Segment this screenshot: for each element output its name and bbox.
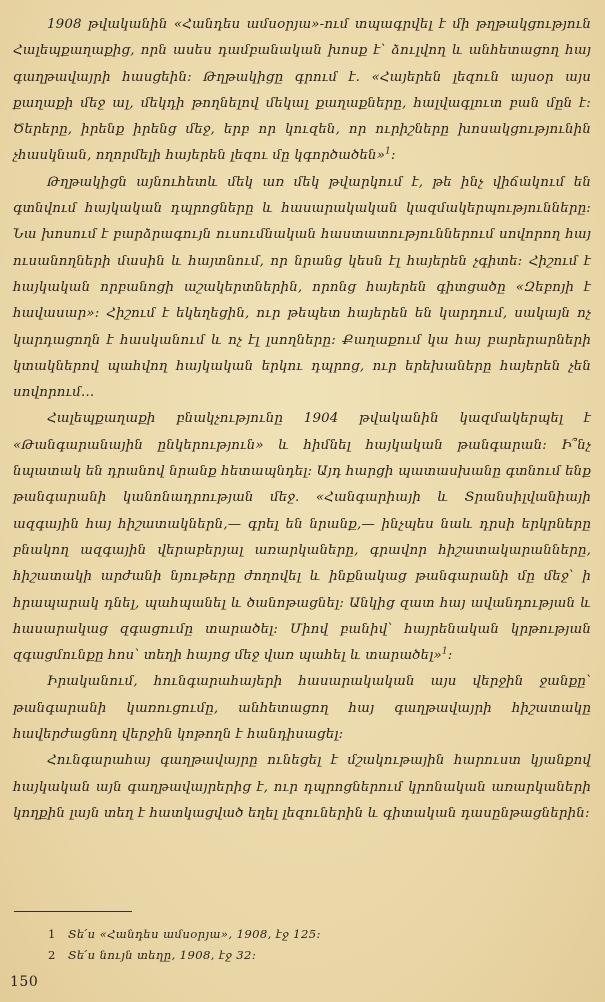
paragraph-1 — [13, 12, 591, 170]
paragraph-5-text: Հունգարահայ գաղթավայրը ունեցել է մշակութային հարուստ կյանքով հայկական այն գաղթավայրերից է, ուր դպրոցներում կրոնական առարկաների կողքին լայն տեղ է հատկացված եղել լեզուներին և գիտական դասընթացներին։ — [13, 753, 591, 821]
paragraph-2 — [13, 170, 591, 407]
footnote-1 — [48, 924, 321, 945]
footnote-2-number: 2 — [48, 948, 56, 962]
paragraph-3 — [13, 406, 591, 669]
footnote-ref-2: 1 — [441, 646, 448, 657]
paragraph-4-text: Իրականում, հունգարահայերի հասարակական այս վերջին ջանքը՝ թանգարանի կառուցումը, անհետացող հայ գաղթավայրի հիշատակը հավերժացնող վերջին կոթողն է հանդիսացել։ — [13, 674, 591, 743]
footnotes — [48, 924, 321, 966]
paragraph-5 — [13, 748, 591, 827]
footnote-1-number: 1 — [48, 927, 56, 941]
main-text — [13, 12, 591, 827]
paragraph-4 — [13, 669, 591, 748]
paragraph-3-text: Հալեպքաղաքի բնակչությունը 1904 թվականին կազմակերպել է «Թանգարանային ընկերություն» և հիմնել հայկական թանգարան։ Ի՞նչ նպատակ են դրանով նրանք հետապնդել։ Այդ հարցի պատասխանը գտնում ենք թանգարանի կանոնադրության մեջ. «Հանգարիայի և Տրանսիլվանիայի ազգային հայ հիշատակներն,— գրել են նրանք,— ինչպես նաև դրսի երկրները բնակող ազգային վերաբերյալ առարկաները, գրավոր հիշատակարանները, հիշատակի արժանի նյութերը ժողովել և ինքնակաց թանգարանի մը մեջ՝ ի հրապարակ դնել, պահպանել և ծանոթացնել։ Անկից զատ հայ ավանդության և հասարակաց զգացումը տարածել։ Միով բանիվ՝ հայրենական կրթության զգացմունքը հոս՝ տեղի հայոց մեջ վառ պահել և տարածել» — [13, 411, 591, 664]
paragraph-1-tail: ։ — [390, 148, 396, 164]
footnote-2 — [48, 945, 321, 966]
paragraph-2-text: Թղթակիցն այնուհետև մեկ առ մեկ թվարկում է, թե ինչ վիճակում են գտնվում հայկական դպրոցները և հասարակական կազմակերպությունները։ Նա խոսում է բարձրագույն ուսումնական հաստատություններում սովորող հայ ուսանողների մասին և հայտնում, որ նրանց կեսն էլ հայերեն չգիտե։ Հիշում է հայկական որբանոցի աշակերտներին, որոնց հայերեն գիտցածը «Զեբոյի է հավասար»։ Հիշում է եկեղեցին, ուր թեպետ հայերեն են կարդում, սակայն ոչ կարդացողն է հասկանում և ոչ էլ լսողները։ Քաղաքում կա հայ բարերարների կտակներով պահվող հայկական երկու դպրոց, ուր երեխաները հայերեն չեն սովորում... — [13, 174, 591, 401]
footnote-1-text: Տե՛ս «Հանդես ամսօրյա», 1908, էջ 125։ — [68, 927, 321, 941]
footnote-2-text: Տե՛ս նույն տեղը, 1908, էջ 32։ — [68, 948, 257, 962]
paragraph-1-text: 1908 թվականին «Հանդես ամսօրյա»-ում տպագրվել է մի թղթակցություն Հալեպքաղաքից, որն ասես դամբանական խոսք է՝ ձուլվող և անհետացող հայ գաղթավայրի հասցեին։ Թղթակիցը գրում է. «Հայերեն լեզուն այսօր այս քաղաքի մեջ ալ, մեկդի թողնելով մեկալ քաղաքները, հալվագլուտ բան մըն է։ Ծերերը, իրենք իրենց մեջ, երբ որ կուզեն, որ ուրիշները խոսակցությունին չհասկնան, ողորմելի հայերեն լեզու մը կգործածեն» — [13, 17, 591, 164]
page-number: 150 — [10, 974, 39, 990]
footnote-divider — [14, 911, 132, 912]
footnote-ref-1: 1 — [385, 147, 391, 158]
paragraph-3-tail: ։ — [447, 648, 453, 664]
